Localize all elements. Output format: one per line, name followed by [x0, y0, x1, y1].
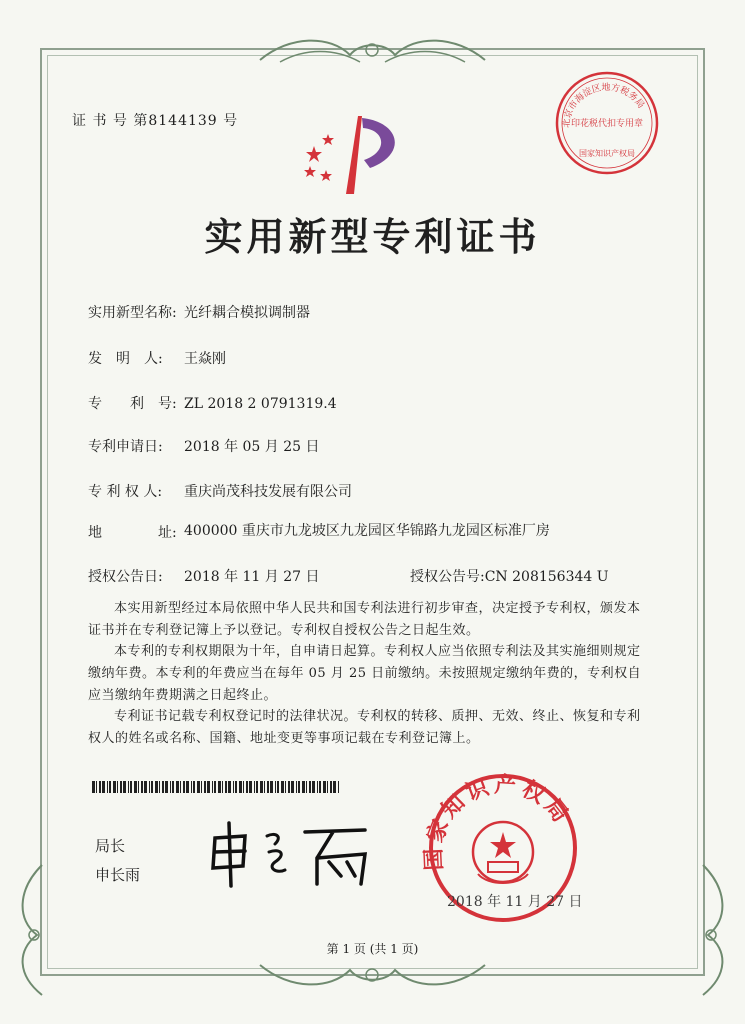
- paragraph-text: 专利证书记载专利权登记时的法律状况。专利权的转移、质押、无效、终止、恢复和专利权人的姓名或名称、国籍、地址变更等事项记载在专利登记簿上。: [88, 709, 641, 746]
- signature-icon: [205, 818, 375, 888]
- director-name: 申长雨: [95, 866, 141, 884]
- top-ornament-icon: [250, 30, 495, 75]
- left-corner-ornament-icon: [12, 860, 57, 1000]
- field-value: 王焱刚: [184, 351, 226, 367]
- field-address-label: [88, 522, 184, 542]
- tax-seal-icon: [552, 68, 662, 178]
- field-label: 专 利 权 人:: [88, 484, 163, 500]
- field-value: 光纤耦合模拟调制器: [184, 305, 310, 321]
- tax-seal-center-text: 印花税代扣专用章: [570, 119, 644, 129]
- tax-seal-bottom-text: 国家知识产权局: [579, 149, 635, 158]
- field-value: 2018 年 05 月 25 日: [184, 439, 320, 455]
- field-patent-number: [88, 393, 337, 413]
- barcode-icon: [92, 781, 342, 793]
- director-title: 局长: [95, 837, 126, 855]
- address-value: 400000 重庆市九龙坡区九龙园区华锦路九龙园区标准厂房: [184, 523, 550, 539]
- field-label: 发 明 人:: [88, 351, 163, 367]
- page-number: 第 1 页 (共 1 页): [326, 942, 419, 956]
- field-inventor: [88, 348, 226, 368]
- issue-date: 2018 年 11 月 27 日: [447, 894, 583, 910]
- paragraph-text: 本实用新型经过本局依照中华人民共和国专利法进行初步审查，决定授予专利权，颁发本证书并在专利登记簿上予以登记。专利权自授权公告之日起生效。: [88, 601, 641, 638]
- field-label: 专利申请日:: [88, 439, 163, 455]
- field-grant-number: [410, 566, 609, 586]
- grant-number-value: CN 208156344 U: [484, 569, 609, 585]
- national-seal-text: 国家知识产权局: [421, 772, 575, 871]
- field-label: 专 利 号:: [88, 396, 177, 412]
- body-paragraph-1: [88, 598, 648, 642]
- grant-date-label: 授权公告日:: [88, 569, 163, 585]
- paragraph-text: 本专利的专利权期限为十年，自申请日起算。专利权人应当依照专利法及其实施细则规定缴纳年费。本专利的年费应当在每年 05 月 25 日前缴纳。未按照规定缴纳年费的，专利权自应当缴纳年费期满之日起终止。: [88, 644, 642, 703]
- right-corner-ornament-icon: [688, 860, 733, 1000]
- grant-number-label: 授权公告号:: [410, 569, 485, 585]
- field-patentee: [88, 481, 352, 501]
- field-grant-date: [88, 566, 320, 586]
- certificate-title: 实用新型专利证书: [204, 214, 541, 259]
- field-utility-name: [88, 302, 310, 322]
- field-application-date: [88, 436, 320, 456]
- address-label: 地 址:: [88, 525, 177, 541]
- body-paragraph-3: [88, 706, 648, 750]
- certificate-number: 证 书 号 第8144139 号: [72, 113, 239, 129]
- field-label: 实用新型名称:: [88, 305, 177, 321]
- tax-seal-arc-text: 北京市海淀区地方税务局: [561, 82, 646, 129]
- field-value: 重庆尚茂科技发展有限公司: [184, 484, 352, 500]
- body-paragraph-2: [88, 641, 648, 707]
- grant-date-value: 2018 年 11 月 27 日: [184, 569, 320, 585]
- cnipa-logo-icon: [300, 108, 415, 198]
- field-value: ZL 2018 2 0791319.4: [184, 396, 337, 412]
